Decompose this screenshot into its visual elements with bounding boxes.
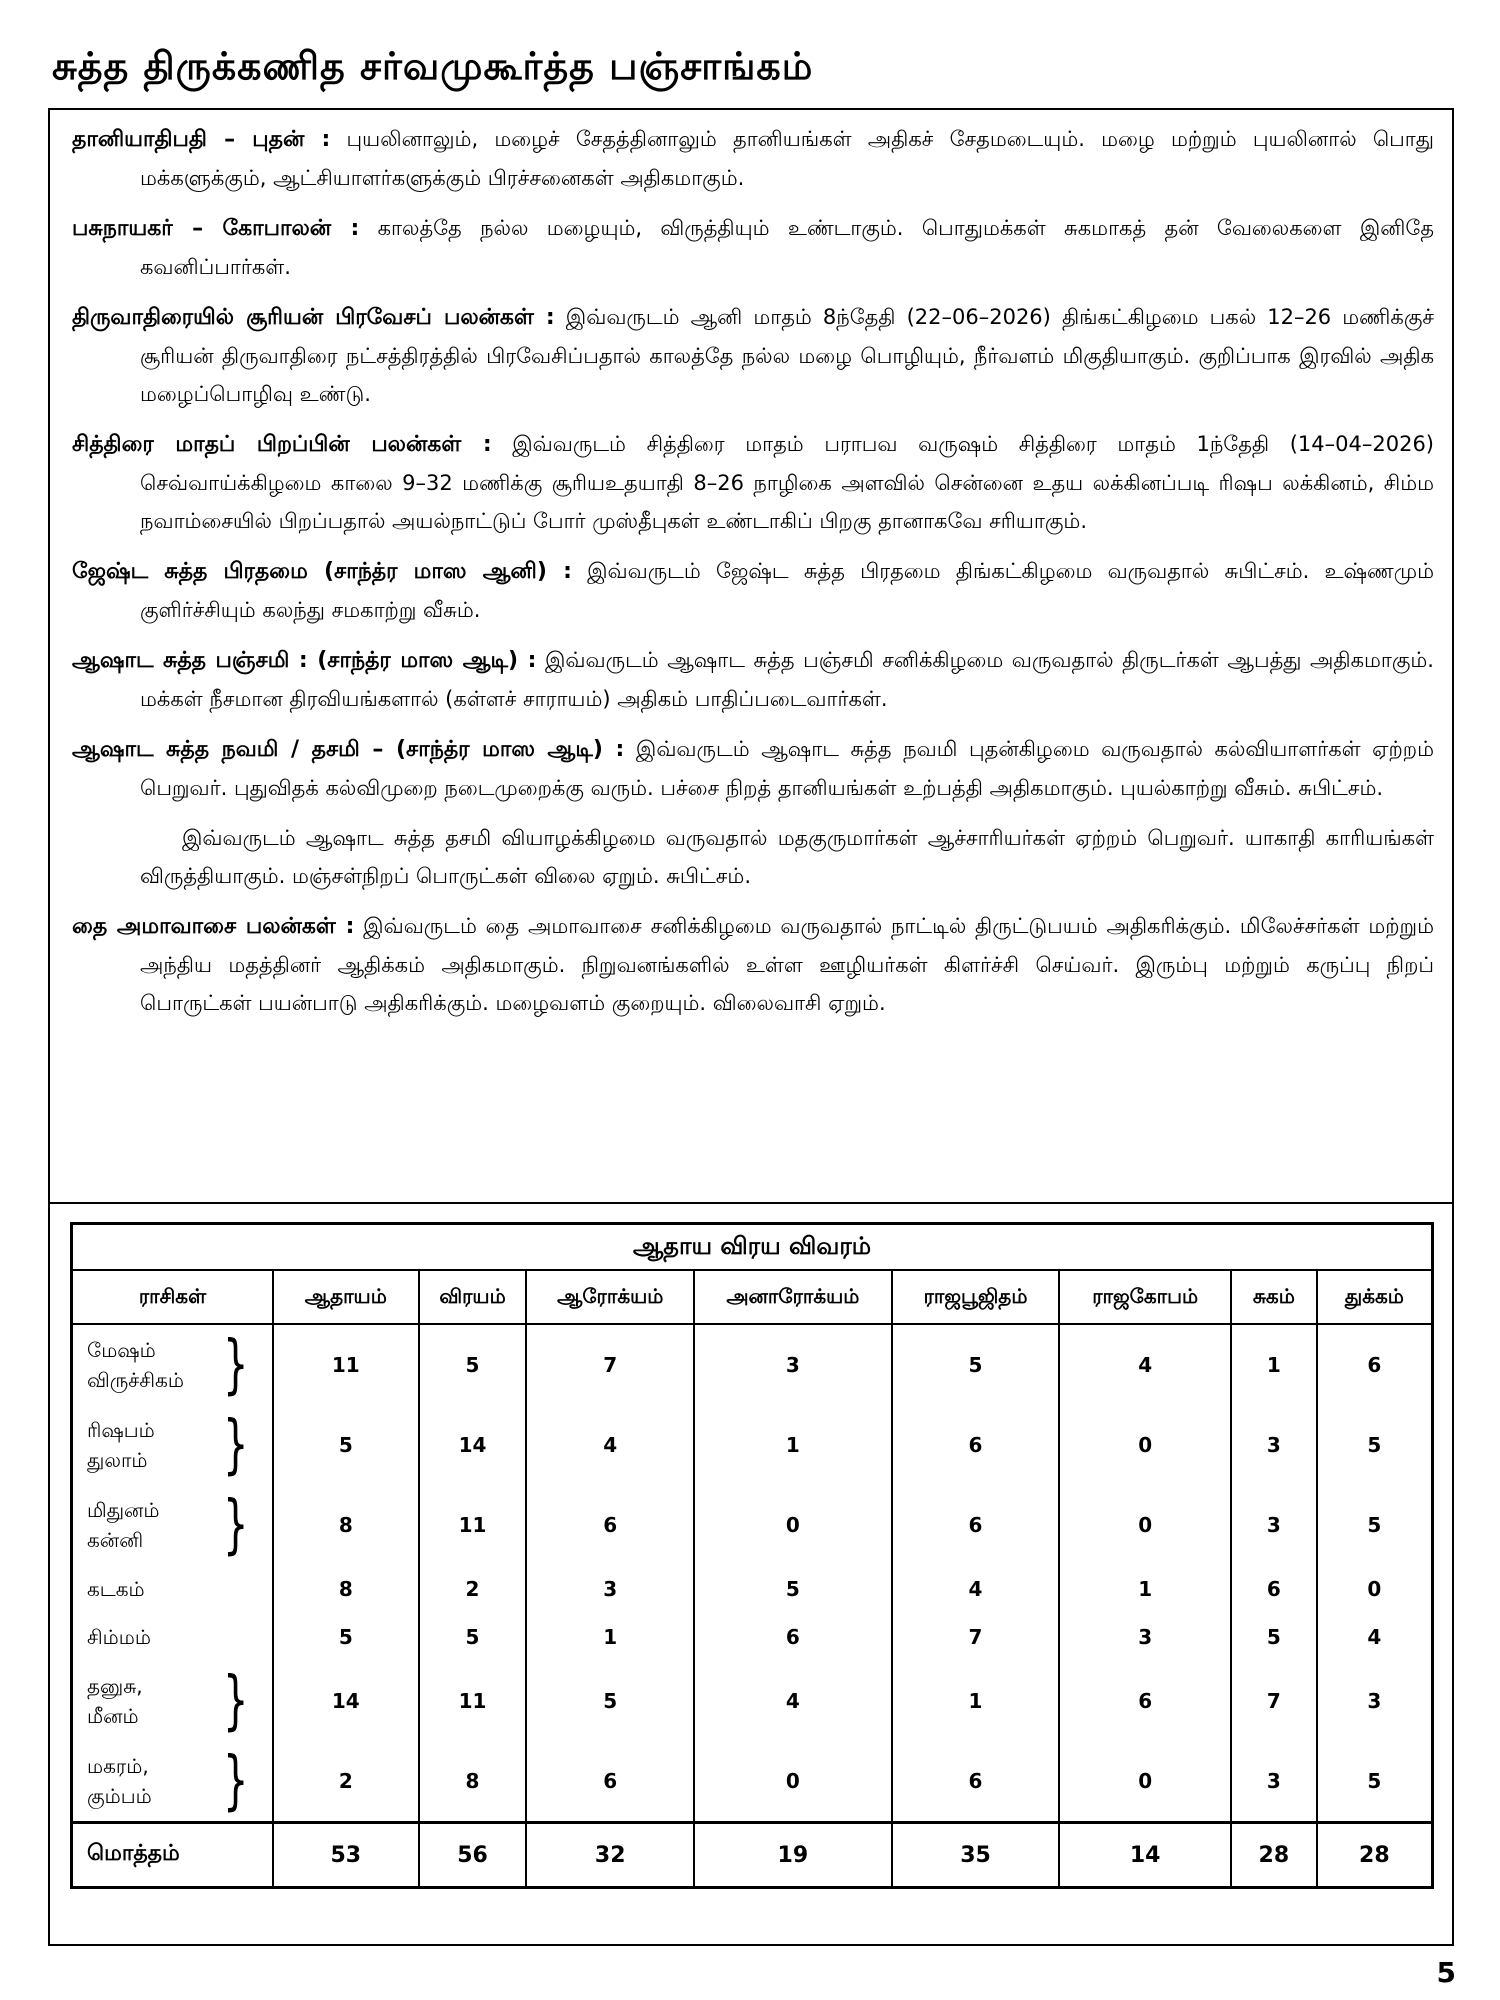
value-cell: 4: [1059, 1324, 1231, 1405]
page-title: சுத்த திருக்கணித சர்வமுகூர்த்த பஞ்சாங்கம்: [52, 44, 814, 88]
rasi-name: மகரம்,: [87, 1754, 149, 1778]
value-cell: 6: [526, 1485, 694, 1565]
table-row: [72, 1324, 1433, 1405]
value-cell: 8: [419, 1741, 527, 1823]
value-cell: 1: [526, 1613, 694, 1661]
value-cell: 6: [694, 1613, 892, 1661]
rasi-name: மீனம்: [87, 1704, 139, 1728]
value-cell: 1: [1231, 1324, 1317, 1405]
value-cell: 6: [1231, 1565, 1317, 1613]
value-cell: 0: [1059, 1405, 1231, 1485]
value-cell: 5: [1317, 1405, 1433, 1485]
value-cell: 3: [526, 1565, 694, 1613]
paragraph-ashada-dasami: [72, 819, 1434, 895]
paragraph-text: இவ்வருடம் ஜேஷ்ட சுத்த பிரதமை திங்கட்கிழமை வருவதால் சுபிட்சம். உஷ்ணமும் குளிர்ச்சியும் கலந்து சமகாற்று வீசும்.: [140, 559, 1434, 622]
value-cell: 5: [419, 1613, 527, 1661]
table-row: [72, 1565, 1433, 1613]
paragraph-text: இவ்வருடம் ஆஷாட சுத்த நவமி புதன்கிழமை வருவதால் கல்வியாளர்கள் ஏற்றம் பெறுவர். புதுவிதக் கல்விமுறை நடைமுறைக்கு வரும். பச்சை நிறத் தானியங்கள் உற்பத்தி அதிகமாகும். புயல்காற்று வீசும். சுபிட்சம்.: [140, 737, 1435, 800]
aadhaya-viraya-table-wrapper: [70, 1222, 1434, 1889]
paragraph-pasunayagar: [72, 209, 1434, 286]
section-divider: [50, 1202, 1452, 1204]
value-cell: 4: [892, 1565, 1060, 1613]
total-value: 56: [419, 1823, 527, 1888]
value-cell: 14: [273, 1661, 419, 1741]
rasi-name: சிம்மம்: [87, 1625, 151, 1649]
value-cell: 0: [694, 1741, 892, 1823]
paragraph-text: இவ்வருடம் ஆஷாட சுத்த பஞ்சமி சனிக்கிழமை வருவதால் திருடர்கள் ஆபத்து அதிகமாகும். மக்கள் நீசமான திரவியங்களால் (கள்ளச் சாராயம்) அதிகம் பாதிப்படைவார்கள்.: [140, 648, 1434, 711]
paragraph-heading: திருவாதிரையில் சூரியன் பிரவேசப் பலன்கள் :: [72, 305, 555, 330]
value-cell: 3: [1059, 1613, 1231, 1661]
brace-icon: }: [223, 1664, 249, 1738]
paragraph-text: இவ்வருடம் சித்திரை மாதம் பராபவ வருஷம் சித்திரை மாதம் 1ந்தேதி (14–04–2026) செவ்வாய்க்கிழமை காலை 9–32 மணிக்கு சூரியஉதயாதி 8–26 நாழிகை அளவில் சென்னை உதய லக்கினப்படி ரிஷப லக்கினம், சிம்ம நவாம்சையில் பிறப்பதால் அயல்நாட்டுப் போர் முஸ்தீபுகள் உண்டாகிப் பிறகு தானாகவே சரியாகும்.: [140, 432, 1434, 533]
value-cell: 2: [273, 1741, 419, 1823]
column-header: விரயம்: [419, 1270, 527, 1324]
total-value: 28: [1317, 1823, 1433, 1888]
value-cell: 11: [273, 1324, 419, 1405]
value-cell: 1: [694, 1405, 892, 1485]
brace-icon: }: [223, 1328, 249, 1402]
table-row: [72, 1741, 1433, 1823]
aadhaya-viraya-table: [70, 1222, 1434, 1889]
value-cell: 5: [273, 1613, 419, 1661]
value-cell: 6: [1059, 1661, 1231, 1741]
table-row: [72, 1661, 1433, 1741]
paragraph-heading: தை அமாவாசை பலன்கள் :: [72, 914, 355, 939]
value-cell: 3: [1231, 1485, 1317, 1565]
value-cell: 7: [526, 1324, 694, 1405]
content-frame: [48, 108, 1454, 1946]
value-cell: 5: [273, 1405, 419, 1485]
rasi-cell: [72, 1565, 273, 1613]
table-body: [72, 1324, 1433, 1888]
value-cell: 5: [419, 1324, 527, 1405]
value-cell: 5: [1317, 1485, 1433, 1565]
rasi-name: துலாம்: [87, 1448, 148, 1472]
value-cell: 4: [694, 1661, 892, 1741]
paragraph-text: இவ்வருடம் தை அமாவாசை சனிக்கிழமை வருவதால் நாட்டில் திருட்டுபயம் அதிகரிக்கும். மிலேச்சர்கள் மற்றும் அந்திய மதத்தினர் ஆதிக்கம் அதிகமாகும். நிறுவனங்களில் உள்ள ஊழியர்கள் கிளர்ச்சி செய்வர். இரும்பு மற்றும் கருப்பு நிறப் பொருட்கள் பயன்பாடு அதிகரிக்கும். மழைவளம் குறையும். விலைவாசி ஏறும்.: [140, 914, 1434, 1015]
total-value: 53: [273, 1823, 419, 1888]
value-cell: 5: [1231, 1613, 1317, 1661]
paragraph-text: இவ்வருடம் ஆனி மாதம் 8ந்தேதி (22–06–2026) திங்கட்கிழமை பகல் 12–26 மணிக்குச் சூரியன் திருவாதிரை நட்சத்திரத்தில் பிரவேசிப்பதால் காலத்தே நல்ல மழை பொழியும், நீர்வளம் மிகுதியாகும். குறிப்பாக இரவில் அதிக மழைப்பொழிவு உண்டு.: [140, 305, 1434, 406]
value-cell: 1: [1059, 1565, 1231, 1613]
total-row: [72, 1823, 1433, 1888]
total-value: 35: [892, 1823, 1060, 1888]
brace-icon: }: [223, 1488, 249, 1562]
rasi-cell: [72, 1485, 273, 1565]
brace-icon: }: [223, 1744, 249, 1818]
paragraph-heading: தானியாதிபதி – புதன் :: [72, 127, 331, 152]
column-header: ராஜகோபம்: [1059, 1270, 1231, 1324]
predictions-section: [50, 110, 1452, 1202]
value-cell: 0: [1059, 1485, 1231, 1565]
rasi-name: ரிஷபம்: [87, 1418, 155, 1442]
paragraph-jyeshta: [72, 552, 1434, 629]
value-cell: 6: [892, 1405, 1060, 1485]
rasi-cell: [72, 1741, 273, 1823]
rasi-cell: [72, 1613, 273, 1661]
value-cell: 5: [1317, 1741, 1433, 1823]
paragraph-text: இவ்வருடம் ஆஷாட சுத்த தசமி வியாழக்கிழமை வருவதால் மதகுருமார்கள் ஆச்சாரியர்கள் ஏற்றம் பெறுவர். யாகாதி காரியங்கள் விருத்தியாகும். மஞ்சள்நிறப் பொருட்கள் விலை ஏறும். சுபிட்சம்.: [140, 826, 1434, 888]
paragraph-heading: ஆஷாட சுத்த பஞ்சமி : (சாந்த்ர மாஸ ஆடி) :: [72, 648, 537, 673]
table-header-row: [72, 1270, 1433, 1324]
column-header: ராஜபூஜிதம்: [892, 1270, 1060, 1324]
rasi-name: கடகம்: [87, 1577, 145, 1601]
rasi-name: மேஷம்: [87, 1338, 156, 1362]
rasi-name: மிதுனம்: [87, 1498, 160, 1522]
column-header: ராசிகள்: [72, 1270, 273, 1324]
value-cell: 8: [273, 1565, 419, 1613]
column-header: ஆதாயம்: [273, 1270, 419, 1324]
brace-icon: }: [223, 1408, 249, 1482]
rasi-name: விருச்சிகம்: [87, 1368, 184, 1392]
paragraph-heading: ஜேஷ்ட சுத்த பிரதமை (சாந்த்ர மாஸ ஆனி) :: [72, 559, 572, 584]
paragraph-heading: சித்திரை மாதப் பிறப்பின் பலன்கள் :: [72, 432, 492, 457]
value-cell: 11: [419, 1661, 527, 1741]
value-cell: 7: [1231, 1661, 1317, 1741]
paragraph-thiruvathirai: [72, 298, 1434, 413]
value-cell: 4: [526, 1405, 694, 1485]
value-cell: 8: [273, 1485, 419, 1565]
value-cell: 0: [1059, 1741, 1231, 1823]
value-cell: 6: [892, 1485, 1060, 1565]
value-cell: 6: [892, 1741, 1060, 1823]
column-header: ஆரோக்யம்: [526, 1270, 694, 1324]
value-cell: 11: [419, 1485, 527, 1565]
total-label: மொத்தம்: [72, 1823, 273, 1888]
rasi-cell: [72, 1405, 273, 1485]
value-cell: 7: [892, 1613, 1060, 1661]
value-cell: 0: [694, 1485, 892, 1565]
paragraph-text: காலத்தே நல்ல மழையும், விருத்தியும் உண்டாகும். பொதுமக்கள் சுகமாகத் தன் வேலைகளை இனிதே கவனிப்பார்கள்.: [140, 216, 1434, 279]
table-caption: ஆதாய விரய விவரம்: [72, 1224, 1433, 1271]
paragraph-heading: ஆஷாட சுத்த நவமி / தசமி – (சாந்த்ர மாஸ ஆடி) :: [72, 737, 625, 762]
total-value: 28: [1231, 1823, 1317, 1888]
paragraph-text: புயலினாலும், மழைச் சேதத்தினாலும் தானியங்கள் அதிகச் சேதமடையும். மழை மற்றும் புயலினால் பொது மக்களுக்கும், ஆட்சியாளர்களுக்கும் பிரச்சனைகள் அதிகமாகும்.: [140, 127, 1434, 190]
value-cell: 3: [1231, 1741, 1317, 1823]
paragraph-ashada-navami: [72, 730, 1434, 807]
total-value: 32: [526, 1823, 694, 1888]
paragraph-heading: பசுநாயகர் – கோபாலன் :: [72, 216, 360, 241]
rasi-name: கன்னி: [87, 1528, 144, 1552]
value-cell: 4: [1317, 1613, 1433, 1661]
paragraph-dhanyadhipathi: [72, 120, 1434, 197]
value-cell: 5: [526, 1661, 694, 1741]
rasi-name: கும்பம்: [87, 1784, 152, 1808]
paragraph-thai-amavasai: [72, 907, 1434, 1022]
table-row: [72, 1485, 1433, 1565]
value-cell: 3: [1317, 1661, 1433, 1741]
table-row: [72, 1613, 1433, 1661]
value-cell: 2: [419, 1565, 527, 1613]
rasi-name: தனுசு,: [87, 1674, 143, 1698]
value-cell: 3: [694, 1324, 892, 1405]
column-header: அனாரோக்யம்: [694, 1270, 892, 1324]
column-header: துக்கம்: [1317, 1270, 1433, 1324]
value-cell: 3: [1231, 1405, 1317, 1485]
paragraph-chithirai: [72, 425, 1434, 540]
paragraph-ashada-panchami: [72, 641, 1434, 718]
value-cell: 6: [526, 1741, 694, 1823]
table-row: [72, 1405, 1433, 1485]
value-cell: 0: [1317, 1565, 1433, 1613]
total-value: 19: [694, 1823, 892, 1888]
value-cell: 5: [892, 1324, 1060, 1405]
rasi-cell: [72, 1324, 273, 1405]
rasi-cell: [72, 1661, 273, 1741]
value-cell: 1: [892, 1661, 1060, 1741]
value-cell: 6: [1317, 1324, 1433, 1405]
column-header: சுகம்: [1231, 1270, 1317, 1324]
value-cell: 14: [419, 1405, 527, 1485]
total-value: 14: [1059, 1823, 1231, 1888]
page-number: 5: [1436, 1956, 1456, 1989]
value-cell: 5: [694, 1565, 892, 1613]
